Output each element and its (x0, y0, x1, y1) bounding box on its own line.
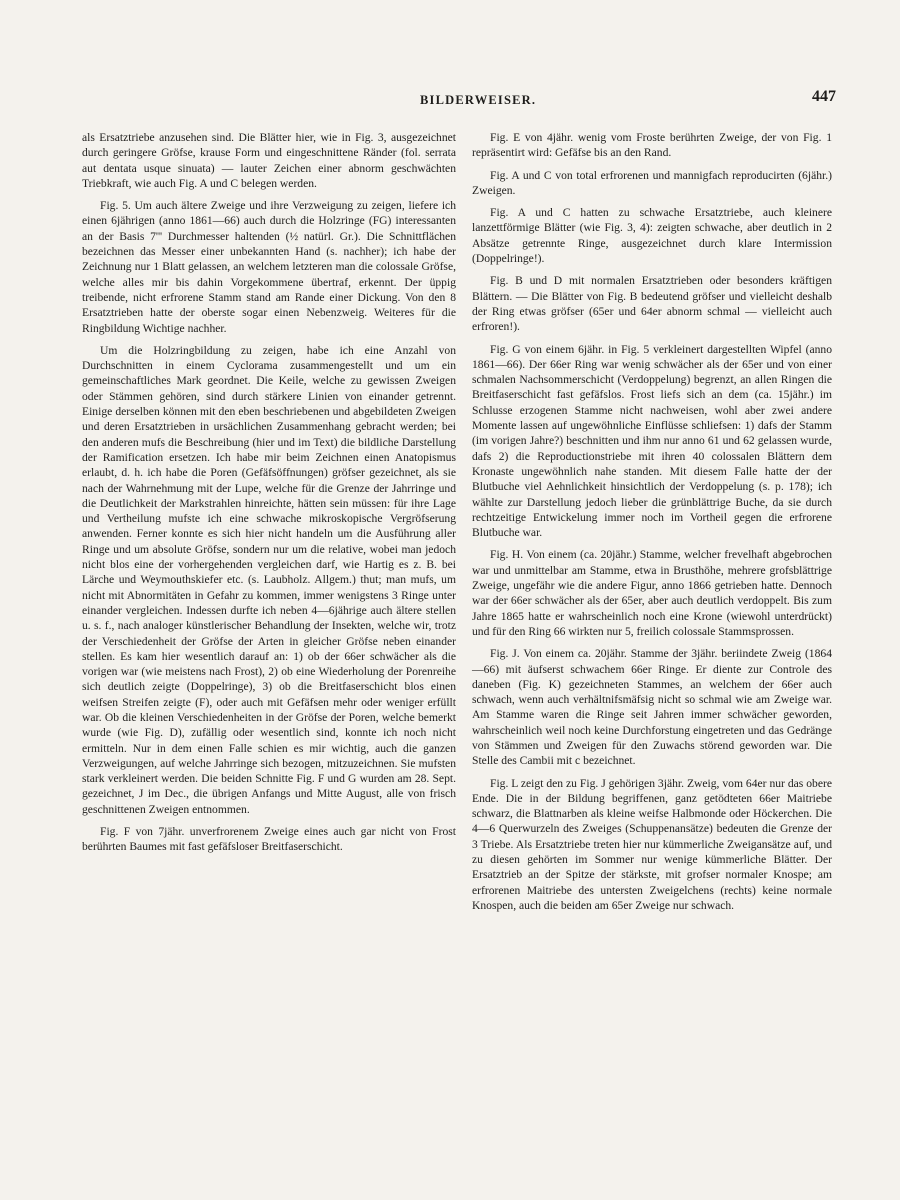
running-head: BILDERWEISER. (420, 93, 537, 107)
left-column (82, 130, 456, 862)
right-paragraph-1: Fig. E von 4jähr. wenig vom Froste berührten Zweige, der von Fig. 1 repräsentirt wird: Gefäfse bis an den Rand. (472, 131, 832, 160)
left-paragraph-1: als Ersatztriebe anzusehen sind. Die Blätter hier, wie in Fig. 3, ausgezeichnet durch geringere Gröfse, krause Form und eingeschnittene Ränder (fol. serrata aut dentata usque sinuata) — lauter Zeichen einer abnorm geschwächten Triebkraft, wie auch Fig. A und C belegen werden. (82, 131, 456, 190)
right-paragraph-6: Fig. H. Von einem (ca. 20jähr.) Stamme, welcher frevelhaft abgebrochen war und unmittelbar am Stamme, etwa in Brusthöhe, mehrere grofsblättrige Zweige, ungefähr wie die andere Figur, anno 1866 getrieben hatte. Dennoch war der 66er schwächer als der 65er, aber auch deutlich verdoppelt. Bis zum Jahre 1865 hatte er wahrscheinlich noch eine Krone (wiewohl unterdrückt) und für den Ring 66 wirkten nur 5, freilich colossale Stammsprossen. (472, 548, 832, 638)
right-paragraph-8: Fig. L zeigt den zu Fig. J gehörigen 3jähr. Zweig, vom 64er nur das obere Ende. Die in der Bildung begriffenen, ganz getödteten 66er Maitriebe schwarz, die Blattnarben als kleine weifse Halbmonde oder Höckerchen. Die 4—6 Querwurzeln des Zweiges (Schuppenansätze) bedeuten die Grenze der 3 Triebe. Als Ersatztriebe treten hier nur kümmerliche Zweigansätze auf, und zu diesen gehörten im Sommer nur wenige kümmerliche Blätter. Der Ersatztrieb an der Spitze der stärkste, mit grofser normaler Knospe; am erfrorenen Maitriebe des untersten Zweigelchens (rechts) keine normale Knospen, auch die beiden am 65er Zweige nur schwach. (472, 776, 832, 912)
left-paragraph-3: Um die Holzringbildung zu zeigen, habe ich eine Anzahl von Durchschnitten in einem Cyclorama zusammengestellt und um ein gemeinschaftliches Mark geordnet. Die Keile, welche zu gewissen Zweigen oder Stämmen gehören, sind durch stärkere Linien von einander getrennt. Einige derselben können mit den eben beschriebenen und abgebildeten Zweigen und deren Ersatztrieben in ursächlichen Zusammenhang gebracht werden; bei den anderen mufs die Beschreibung (hier und im Text) die bildliche Darstellung der Ramification ersetzen. Ich habe mir beim Zeichnen einen Anatopismus erlaubt, d. h. ich habe die Poren (Gefäfsöffnungen) gröfser gezeichnet, als sie nach der Wahrnehmung mit der Lupe, welche für die Grenze der Jahrringe und die Deutlichkeit der Markstrahlen hinreichte, hätten sein müssen: für ihre Lage und Vertheilung mufste ich eine schwache mikroskopische Vergröfserung anwenden. Ferner konnte es sich hier nicht handeln um die Ausführung aller Ringe und um absolute Gröfse, sondern nur um die relative, wobei man jedoch nicht blos eine der vorhergehenden vergleichen darf, wie Hartig es z. B. bei Lärche und Weymouthskiefer etc. (s. Laubholz. Allgem.) thut; man mufs, um nicht mit Abnormitäten in Gefahr zu kommen, immer wenigstens 3 Ringe unter einander vergleichen. Indessen durfte ich neben 4—6jährige auch ältere stellen u. s. f., nach analoger künstlerischer Behandlung der Insekten, welche wir, trotz der Verschiedenheit der Gröfse der Arten in gleicher Gröfse neben einander stellen. Es kam hier wesentlich darauf an: 1) ob der 66er schwächer als die vorigen war (wie meistens nach Frost), 2) ob eine Wiederholung der Porenreihe sich deutlich zeigte (Doppelringe), 3) ob die Breitfaserschicht blos einen weifsen Streifen zeigte (F), oder auch mit Gefäfsen mehr oder weniger erfüllt war. Ob die kleinen Verschiedenheiten in der Gröfse der Poren, welche bemerkt wurde (wie Fig. D), zufällig oder wesentlich sind, konnte ich noch nicht ermitteln. Nur in dem einen Falle schien es mir wichtig, auch die ganzen Verzweigungen, auf welche Jahrringe sich bezogen, mitzuzeichnen. Sie mufsten stark verkleinert werden. Die beiden Schnitte Fig. F und G wurden am 28. Sept. gezeichnet, J im Dec., die übrigen Anfangs und Mitte August, alle von frisch geschnittenen Zweigen entnommen. (82, 343, 456, 816)
left-paragraph-4: Fig. F von 7jähr. unverfrorenem Zweige eines auch gar nicht von Frost berührten Baumes mit fast gefäfsloser Breitfaserschicht. (82, 825, 456, 854)
right-paragraph-4: Fig. B und D mit normalen Ersatztrieben oder besonders kräftigen Blättern. — Die Blätter von Fig. B bedeutend gröfser und vielleicht deshalb der Ring etwas gröfser (65er und 64er abnorm schmal — vielleicht auch erfroren!). (472, 274, 832, 334)
right-paragraph-2: Fig. A und C von total erfrorenen und mannigfach reproducirten (6jähr.) Zweigen. (472, 168, 832, 197)
right-paragraph-3: Fig. A und C hatten zu schwache Ersatztriebe, auch kleinere lanzettförmige Blätter (wie Fig. 3, 4): zeigten schwache, aber deutlich in 2 Absätze getrennte Ringe, ausgezeichnet durch klare Intermission (Doppelringe!). (472, 206, 832, 266)
right-paragraph-5: Fig. G von einem 6jähr. in Fig. 5 verkleinert dargestellten Wipfel (anno 1861—66). Der 66er Ring war wenig schwächer als der 65er und von einer schmalen Nachsommerschicht (Verdoppelung) begrenzt, an allen Ringen die Breitfaserschicht fast gefäfslos. Frost liefs sich an dem (ca. 15jähr.) im Schlusse erzogenen Stamme nicht nachweisen, wohl aber zwei andere Momente lassen auf ungewöhnliche Einflüsse schliefsen: 1) dafs der Stamm (im vorigen Jahre?) beschnitten und ihm nur anno 61 und 62 gelassen wurde, dafs 2) die Reproductionstriebe mit ihren 40 colossalen Blättern dem Kronaste ungewöhnlich nahe standen. Mit diesem Falle hatte der der Blutbuche viel Aehnlichkeit hinsichtlich der Verdoppelung (s. p. 178); ich wählte zur Darstellung jedoch lieber die grünblättrige Buche, da sie durch rechtzeitige Entwickelung immer noch im Vortheil gegen die erfrorene Blutbuche war. (472, 342, 832, 540)
right-column (472, 130, 832, 920)
page-number: 447 (812, 88, 836, 105)
right-paragraph-7: Fig. J. Von einem ca. 20jähr. Stamme der 3jähr. beriindete Zweig (1864—66) mit äufserst schwachem 66er Ringe. Er diente zur Controle des daneben (Fig. K) gezeichneten Stammes, an welchem der 66er auch schwach, wenn auch verhältnifsmäfsig nicht so schmal wie am Zweige war. Am Stamme waren die Ringe seit Jahren immer schwächer geworden, wahrscheinlich weil noch keine Durchforstung eingetreten und das Gedränge von Stämmen und Zweigen für den Zuwachs störend geworden war. Die Stelle des Cambii mit c bezeichnet. (472, 647, 832, 768)
left-paragraph-2: Fig. 5. Um auch ältere Zweige und ihre Verzweigung zu zeigen, liefere ich einen 6jährigen (anno 1861—66) auch durch die Holzringe (FG) interessanten an der Basis 7''' Durchmesser haltenden (½ natürl. Gr.). Die Schnittflächen bezeichnen das Messer einer unbekannten Hand (s. nachher); ich habe der Zeichnung nur 1 Blatt gelassen, an welchem letzteren man die colossale Gröfse, welche alles mir bis dahin Vorgekommene übertraf, erkennt. Der üppig treibende, nicht erfrorene Stamm stand am Rande einer Dickung. Von den 8 Ersatztrieben hatte der oberste sogar einen Nebenzweig. Weiteres für die Ringbildung Wichtige nachher. (82, 199, 456, 335)
